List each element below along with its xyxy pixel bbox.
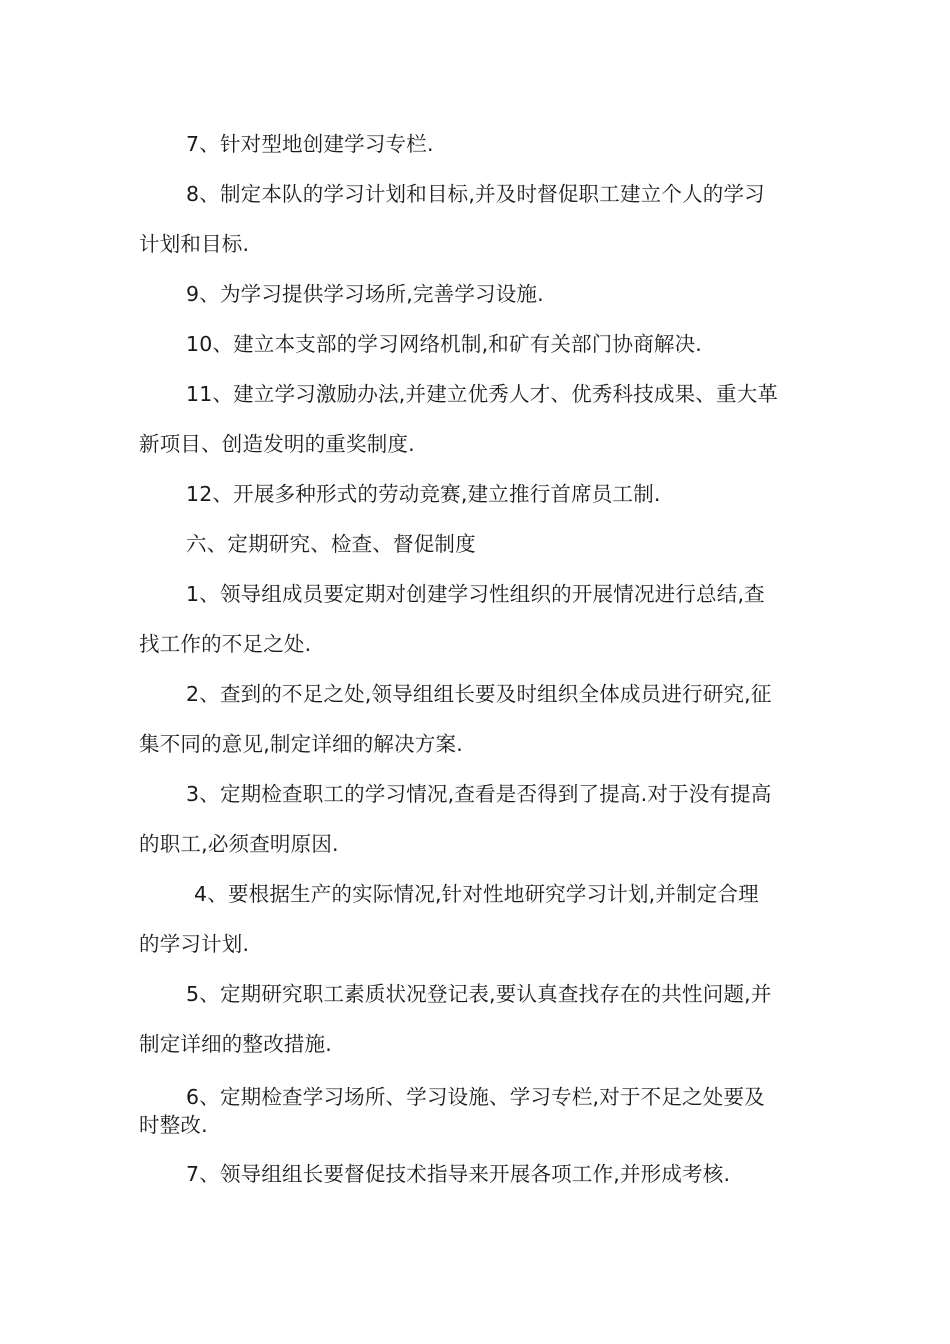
paragraph-line: 3、定期检查职工的学习情况,查看是否得到了提高.对于没有提高	[186, 782, 772, 806]
paragraph-line: 制定详细的整改措施.	[139, 1032, 333, 1056]
paragraph-line: 7、领导组组长要督促技术指导来开展各项工作,并形成考核.	[186, 1162, 731, 1186]
paragraph-line: 4、要根据生产的实际情况,针对性地研究学习计划,并制定合理	[194, 882, 759, 906]
paragraph-line: 的职工,必须查明原因.	[139, 832, 339, 856]
paragraph-line: 12、开展多种形式的劳动竞赛,建立推行首席员工制.	[186, 482, 661, 506]
paragraph-line: 计划和目标.	[139, 232, 250, 256]
paragraph-line: 9、为学习提供学习场所,完善学习设施.	[186, 282, 544, 306]
paragraph-line: 时整改.	[139, 1113, 208, 1137]
paragraph-line: 1、领导组成员要定期对创建学习性组织的开展情况进行总结,查	[186, 582, 765, 606]
paragraph-line: 10、建立本支部的学习网络机制,和矿有关部门协商解决.	[186, 332, 703, 356]
paragraph-line: 集不同的意见,制定详细的解决方案.	[139, 732, 463, 756]
section-heading: 六、定期研究、检查、督促制度	[186, 532, 476, 556]
paragraph-line: 11、建立学习激励办法,并建立优秀人才、优秀科技成果、重大革	[186, 382, 779, 406]
paragraph-line: 新项目、创造发明的重奖制度.	[139, 432, 415, 456]
paragraph-line: 5、定期研究职工素质状况登记表,要认真查找存在的共性问题,并	[186, 982, 772, 1006]
paragraph-line: 8、制定本队的学习计划和目标,并及时督促职工建立个人的学习	[186, 182, 765, 206]
paragraph-line: 的学习计划.	[139, 932, 250, 956]
paragraph-line: 找工作的不足之处.	[139, 632, 312, 656]
paragraph-line: 2、查到的不足之处,领导组组长要及时组织全体成员进行研究,征	[186, 682, 772, 706]
paragraph-line: 6、定期检查学习场所、学习设施、学习专栏,对于不足之处要及	[186, 1085, 765, 1109]
paragraph-line: 7、针对型地创建学习专栏.	[186, 132, 434, 156]
